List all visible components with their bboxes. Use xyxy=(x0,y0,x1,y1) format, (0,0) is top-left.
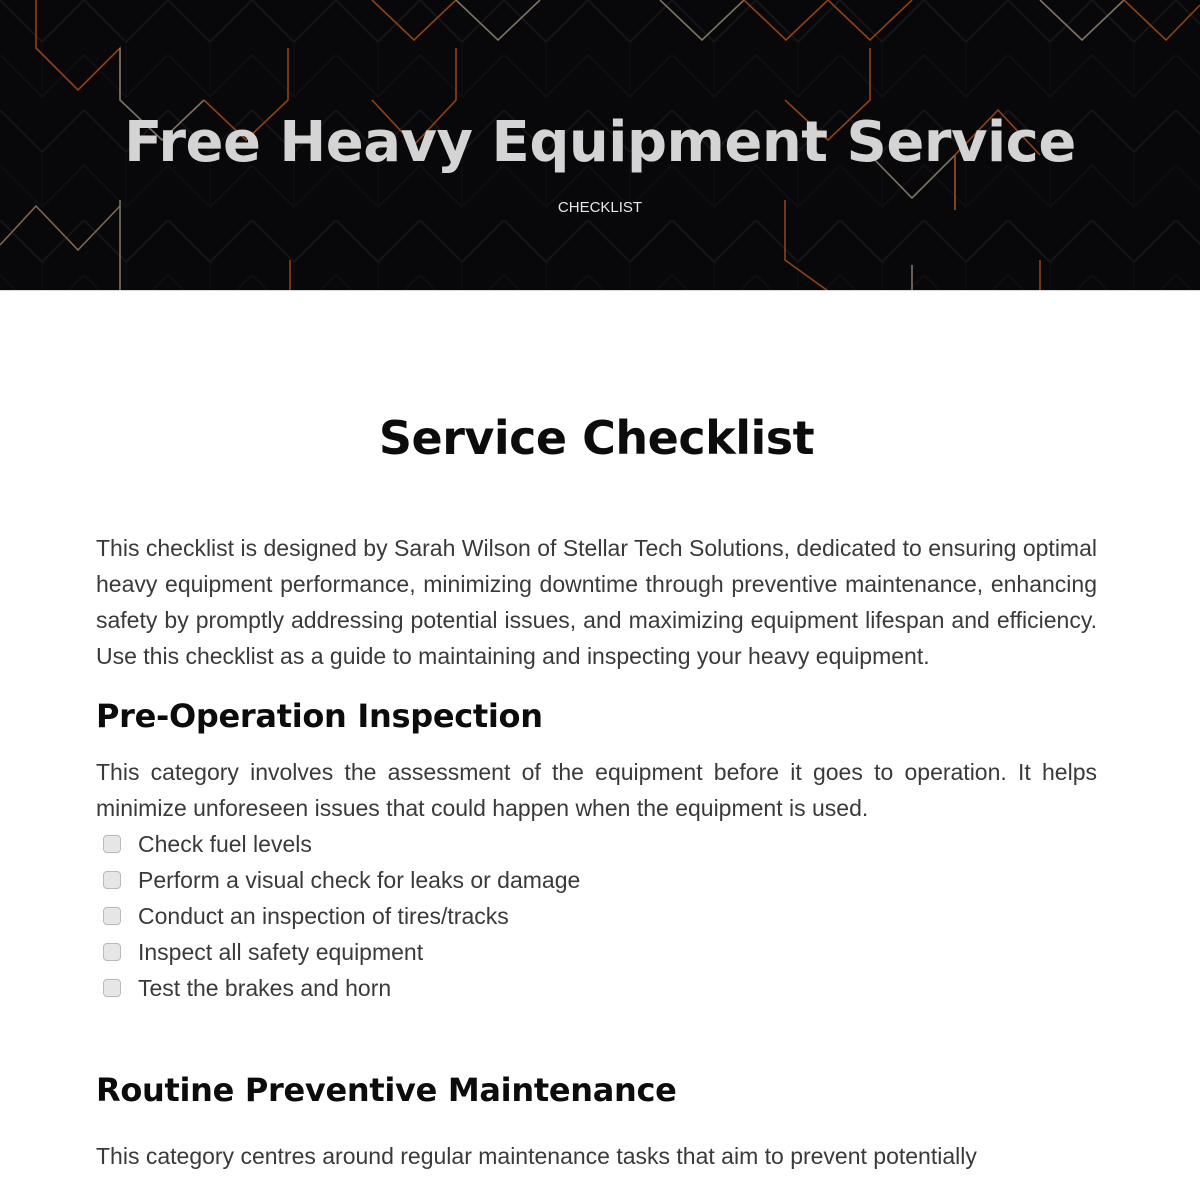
banner-title: Free Heavy Equipment Service xyxy=(124,110,1076,175)
section-heading: Routine Preventive Maintenance xyxy=(96,1071,677,1109)
checkbox[interactable] xyxy=(103,979,121,997)
checklist xyxy=(96,826,1097,1006)
checklist-item-label: Test the brakes and horn xyxy=(138,974,392,1001)
section-heading: Pre-Operation Inspection xyxy=(96,697,543,735)
checklist-item[interactable] xyxy=(96,898,1097,934)
section-description: This category involves the assessment of the equipment before it goes to operation. It helps minimize unforeseen issues that could happen when the equipment is used. xyxy=(96,759,1097,821)
checkbox[interactable] xyxy=(103,907,121,925)
section-routine-preventive-maintenance xyxy=(96,1066,1097,1174)
checkbox[interactable] xyxy=(103,835,121,853)
checkbox[interactable] xyxy=(103,943,121,961)
section-pre-operation-inspection xyxy=(96,692,1097,1006)
checklist-item-label: Inspect all safety equipment xyxy=(138,938,424,965)
intro-paragraph: This checklist is designed by Sarah Wilson of Stellar Tech Solutions, dedicated to ensuring optimal heavy equipment performance, minimizing downtime through preventive maintenance, enhancing safety by promptly addressing potential issues, and maximizing equipment lifespan and efficiency. Use this checklist as a guide to maintaining and inspecting your heavy equipment. xyxy=(96,535,1097,669)
checklist-item[interactable] xyxy=(96,826,1097,862)
checklist-item[interactable] xyxy=(96,862,1097,898)
checklist-item-label: Perform a visual check for leaks or damage xyxy=(138,866,581,893)
banner-subtitle: CHECKLIST xyxy=(557,199,643,216)
document-body xyxy=(96,291,1097,1174)
checkbox[interactable] xyxy=(103,871,121,889)
document-title: Service Checklist xyxy=(378,411,815,465)
checklist-item[interactable] xyxy=(96,970,1097,1006)
checklist-item-label: Check fuel levels xyxy=(138,830,312,857)
checklist-item-label: Conduct an inspection of tires/tracks xyxy=(138,902,509,929)
section-description: This category centres around regular maintenance tasks that aim to prevent potentially xyxy=(96,1143,977,1169)
checklist-item[interactable] xyxy=(96,934,1097,970)
header-banner xyxy=(0,0,1200,291)
